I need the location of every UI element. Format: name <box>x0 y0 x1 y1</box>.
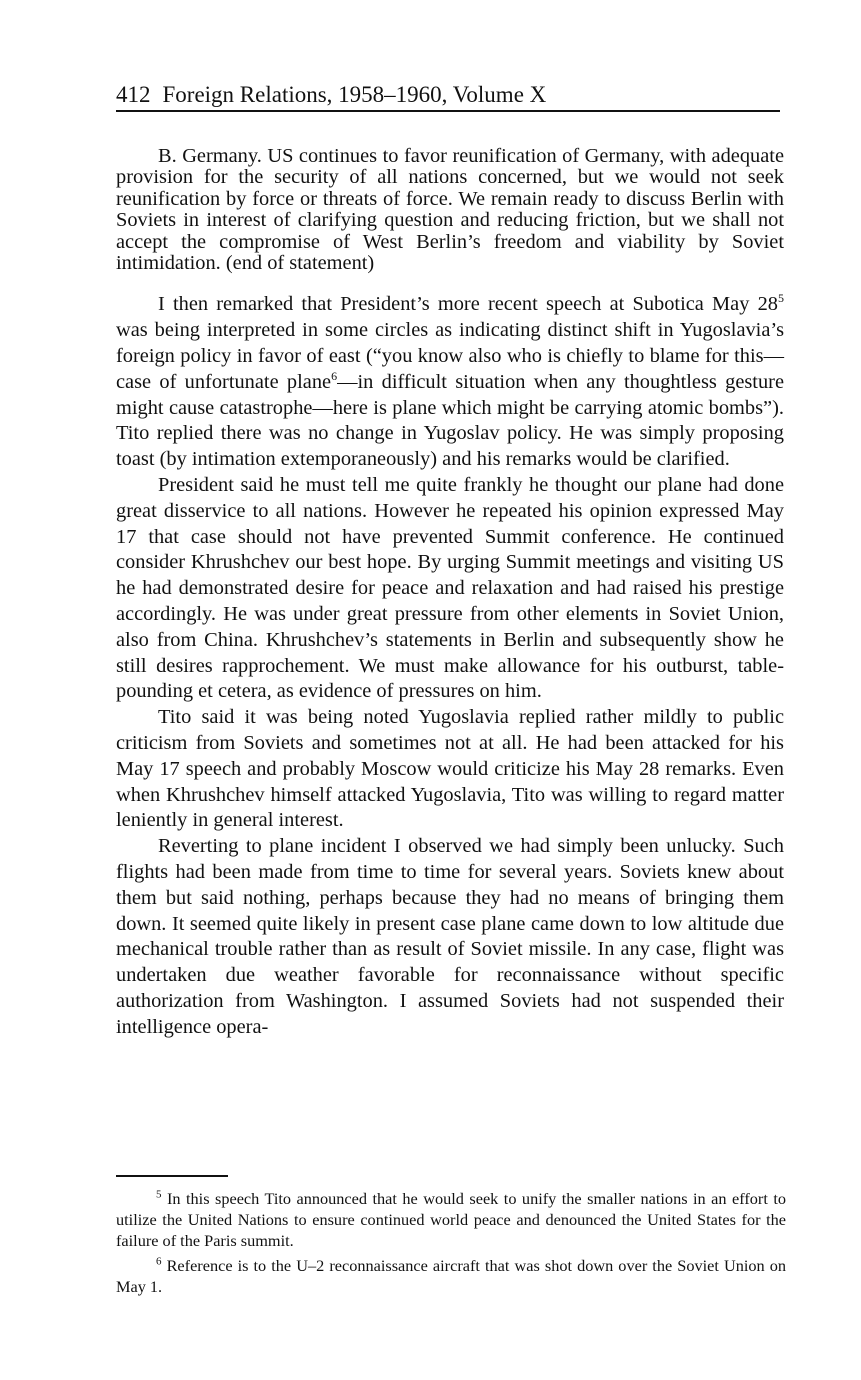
paragraph-tito-criticism: Tito said it was being noted Yugoslavia replied rather mildly to public criticism from Soviets and sometimes not at all. He had been attacked for his May 17 speech and probably Moscow would criticize his May 28 remarks. Even when Khrushchev himself attacked Yugoslavia, Tito was willing to regard matter leniently in general interest. <box>116 706 784 832</box>
footnote-text: In this speech Tito announced that he would seek to unify the smaller nations in an effort to utilize the United Nations to ensure continued world peace and denounced the United States for the failure of the Paris summit. <box>116 1189 786 1250</box>
paragraph-text: —in difficult situation when any thoughtless gesture might cause catastrophe—here is plane which might be carrying atomic bombs”). Tito replied there was no change in Yugoslav policy. He was simply proposing toast (by intimation extemporaneously) and his remarks would be clarified. <box>116 370 785 471</box>
paragraph-subotica-speech <box>116 292 784 473</box>
footnote-number: 5 <box>156 1188 162 1201</box>
footnote-ref-6: 6 <box>331 369 338 384</box>
footnote-divider <box>116 1175 228 1177</box>
footnotes <box>116 1188 786 1301</box>
page-number: 412 <box>116 82 151 107</box>
volume-title: Foreign Relations, 1958–1960, Volume X <box>162 82 547 107</box>
footnote-ref-5: 5 <box>778 291 784 306</box>
footnote-6 <box>116 1255 786 1297</box>
footnote-5 <box>116 1188 786 1251</box>
paragraph-text: I then remarked that President’s more recent speech at Subotica May 28 <box>158 293 778 316</box>
paragraph-text: was being interpreted in some circles as indicating distinct shift in Yugoslavia’s foreign policy in favor of east (“you know also who is chiefly to blame for this—case of unfortunate plane <box>116 319 784 393</box>
running-header <box>116 80 780 112</box>
paragraph-president-plane: President said he must tell me quite frankly he thought our plane had done great disservice to all nations. However he repeated his opinion expressed May 17 that case should not have prevented Summit conference. He continued consider Khrushchev our best hope. By urging Summit meetings and visiting US he had demonstrated desire for peace and relaxation and had raised his prestige accordingly. He was under great pressure from other elements in Soviet Union, also from China. Khrushchev’s statements in Berlin and subsequently show he still desires rapprochement. We must make allowance for his outburst, table-pounding et cetera, as evidence of pressures on him. <box>116 474 784 703</box>
body-text <box>116 146 784 1041</box>
footnote-number: 6 <box>156 1255 162 1268</box>
paragraph-plane-incident: Reverting to plane incident I observed we had simply been unlucky. Such flights had been made from time to time for several years. Soviets knew about them but said nothing, perhaps because they had no means of bringing them down. It seemed quite likely in present case plane came down to low altitude due mechanical trouble rather than as result of Soviet missile. In any case, flight was undertaken due weather favorable for reconnaissance without specific authorization from Washington. I assumed Soviets had not suspended their intelligence opera- <box>116 835 784 1038</box>
footnote-text: Reference is to the U–2 reconnaissance aircraft that was shot down over the Soviet Union on May 1. <box>116 1256 786 1296</box>
paragraph-germany: B. Germany. US continues to favor reunification of Germany, with adequate provision for the security of all nations concerned, but we would not seek reunification by force or threats of force. We remain ready to discuss Berlin with Soviets in interest of clarifying question and reducing friction, but we shall not accept the compromise of West Berlin’s freedom and viability by Soviet intimidation. (end of statement) <box>116 145 784 275</box>
